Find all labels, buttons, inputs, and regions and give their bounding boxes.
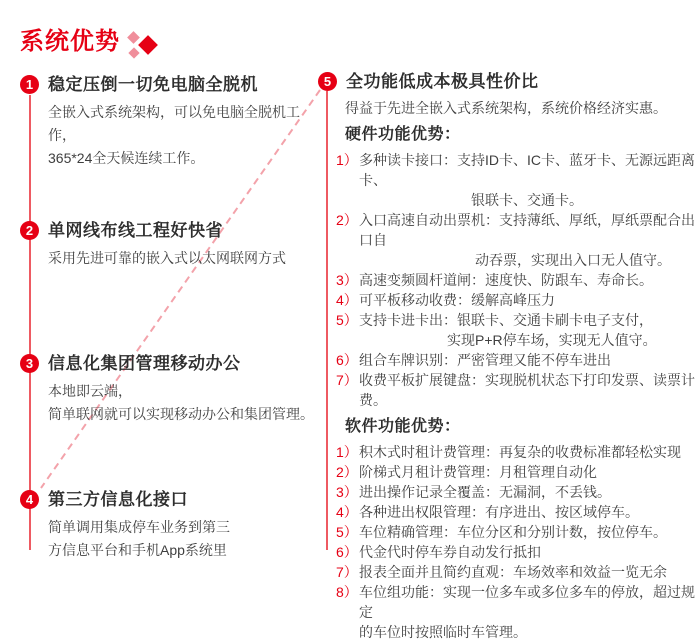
list-item-number: 6）: [336, 544, 358, 560]
item-head: [20, 490, 320, 509]
list-item: [336, 350, 696, 370]
item-title: 信息化集团管理移动办公: [48, 354, 241, 373]
list-item-number: 2）: [336, 212, 358, 228]
hardware-section-heading: 硬件功能优势：: [345, 126, 461, 143]
list-item: [336, 582, 696, 642]
list-item-number: 4）: [336, 504, 358, 520]
software-section-heading: 软件功能优势：: [345, 418, 461, 435]
list-item-line: 实现P+R停车场，实现无人值守。: [447, 332, 657, 348]
list-item: [336, 562, 696, 582]
list-item-number: 3）: [336, 484, 358, 500]
list-item: [336, 290, 696, 310]
list-item-number: 1）: [336, 152, 358, 168]
item-body-line: 本地即云端，: [48, 383, 132, 399]
list-item-text: [359, 370, 696, 410]
list-item: [336, 310, 696, 350]
item-body: [48, 101, 320, 170]
list-item-line: 动吞票，实现出入口无人值守。: [475, 252, 671, 268]
item-body-line: 简单联网就可以实现移动办公和集团管理。: [48, 406, 314, 422]
list-item-text: [359, 290, 696, 310]
list-item-text: [359, 542, 696, 562]
item-body: [48, 380, 320, 426]
list-item-number: 4）: [336, 292, 358, 308]
list-item-line: 收费平板扩展键盘：实现脱机状态下打印发票、读票计费。: [359, 372, 695, 408]
list-item-number: 5）: [336, 312, 358, 328]
list-item-line: 支持卡进卡出：银联卡、交通卡刷卡电子支付，: [359, 312, 653, 328]
list-item-text: [359, 562, 696, 582]
item-head: [20, 354, 320, 373]
item-title: 单网线布线工程好快省: [48, 221, 223, 240]
list-item-line: 入口高速自动出票机：支持薄纸、厚纸，厚纸票配合出口自: [359, 212, 695, 248]
list-item-number: 6）: [336, 352, 358, 368]
list-item-text: [359, 350, 696, 370]
item-head: [20, 75, 320, 94]
item-head: [318, 72, 696, 91]
list-item-number: 7）: [336, 564, 358, 580]
list-item: [336, 502, 696, 522]
advantage-item-2: [20, 221, 320, 270]
list-item-line: 阶梯式月租计费管理：月租管理自动化: [359, 464, 597, 480]
item-body-line: 方信息平台和手机App系统里: [48, 542, 227, 558]
item-body-line: 365*24全天候连续工作。: [48, 150, 205, 166]
list-item: [336, 270, 696, 290]
list-item-line: 各种进出权限管理：有序进出、按区域停车。: [359, 504, 639, 520]
list-item: [336, 210, 696, 270]
diamond-decoration-icon: [126, 31, 164, 61]
item-badge: 5: [318, 72, 337, 91]
list-item-line: 高速变频圆杆道闸：速度快、防跟车、寿命长。: [359, 272, 653, 288]
list-item-number: 8）: [336, 584, 358, 600]
list-item-line: 车位精确管理：车位分区和分别计数，按位停车。: [359, 524, 667, 540]
list-item-text: [359, 502, 696, 522]
list-item: [336, 542, 696, 562]
list-item-text: [359, 270, 696, 290]
list-item-text: [359, 210, 696, 270]
list-item-number: 2）: [336, 464, 358, 480]
item-body: [48, 516, 320, 562]
list-item-number: 5）: [336, 524, 358, 540]
page-title: 系统优势: [20, 28, 120, 55]
list-item-line: 多种读卡接口：支持ID卡、IC卡、蓝牙卡、无源远距离卡、: [359, 152, 695, 188]
list-item-number: 7）: [336, 372, 358, 388]
item-title: 第三方信息化接口: [48, 490, 188, 509]
list-item: [336, 462, 696, 482]
list-item-line: 积木式时租计费管理：再复杂的收费标准都轻松实现: [359, 444, 681, 460]
advantage-item-4: [20, 490, 320, 562]
advantage-item-3: [20, 354, 320, 426]
item-body-line: 简单调用集成停车业务到第三: [48, 519, 230, 535]
advantage-item-5: [318, 72, 696, 642]
list-item-line: 报表全面并且简约直观：车场效率和效益一览无余: [359, 564, 667, 580]
list-item-text: [359, 482, 696, 502]
list-item: [336, 150, 696, 210]
item-badge: 4: [20, 490, 39, 509]
list-item-text: [359, 442, 696, 462]
item-badge: 3: [20, 354, 39, 373]
list-item-line: 银联卡、交通卡。: [471, 192, 583, 208]
item-body-line: 采用先进可靠的嵌入式以太网联网方式: [48, 250, 286, 266]
item-body-line: 全嵌入式系统架构，可以免电脑全脱机工作，: [48, 104, 300, 143]
list-item: [336, 442, 696, 462]
software-feature-list: [336, 442, 696, 642]
list-item-text: [359, 310, 696, 350]
item-title: 全功能低成本极具性价比: [346, 72, 539, 91]
list-item-line: 进出操作记录全覆盖：无漏洞，不丢钱。: [359, 484, 611, 500]
advantage-item-1: [20, 75, 320, 170]
item-head: [20, 221, 320, 240]
list-item: [336, 482, 696, 502]
header: [20, 28, 164, 61]
item-badge: 1: [20, 75, 39, 94]
item-title: 稳定压倒一切免电脑全脱机: [48, 75, 258, 94]
list-item-text: [359, 462, 696, 482]
list-item-text: [359, 522, 696, 542]
list-item-line: 组合车牌识别：严密管理又能不停车进出: [359, 352, 611, 368]
list-item-line: 可平板移动收费：缓解高峰压力: [359, 292, 555, 308]
item-body: [48, 247, 320, 270]
list-item-number: 1）: [336, 444, 358, 460]
list-item-text: [359, 582, 696, 642]
list-item-line: 的车位时按照临时车管理。: [359, 624, 527, 640]
list-item-number: 3）: [336, 272, 358, 288]
item-badge: 2: [20, 221, 39, 240]
item-body: 得益于先进全嵌入式系统架构，系统价格经济实惠。: [345, 100, 667, 116]
list-item-text: [359, 150, 696, 210]
list-item: [336, 370, 696, 410]
list-item: [336, 522, 696, 542]
hardware-feature-list: [336, 150, 696, 410]
list-item-line: 车位组功能：实现一位多车或多位多车的停放，超过规定: [359, 584, 695, 620]
list-item-line: 代金代时停车券自动发行抵扣: [359, 544, 541, 560]
